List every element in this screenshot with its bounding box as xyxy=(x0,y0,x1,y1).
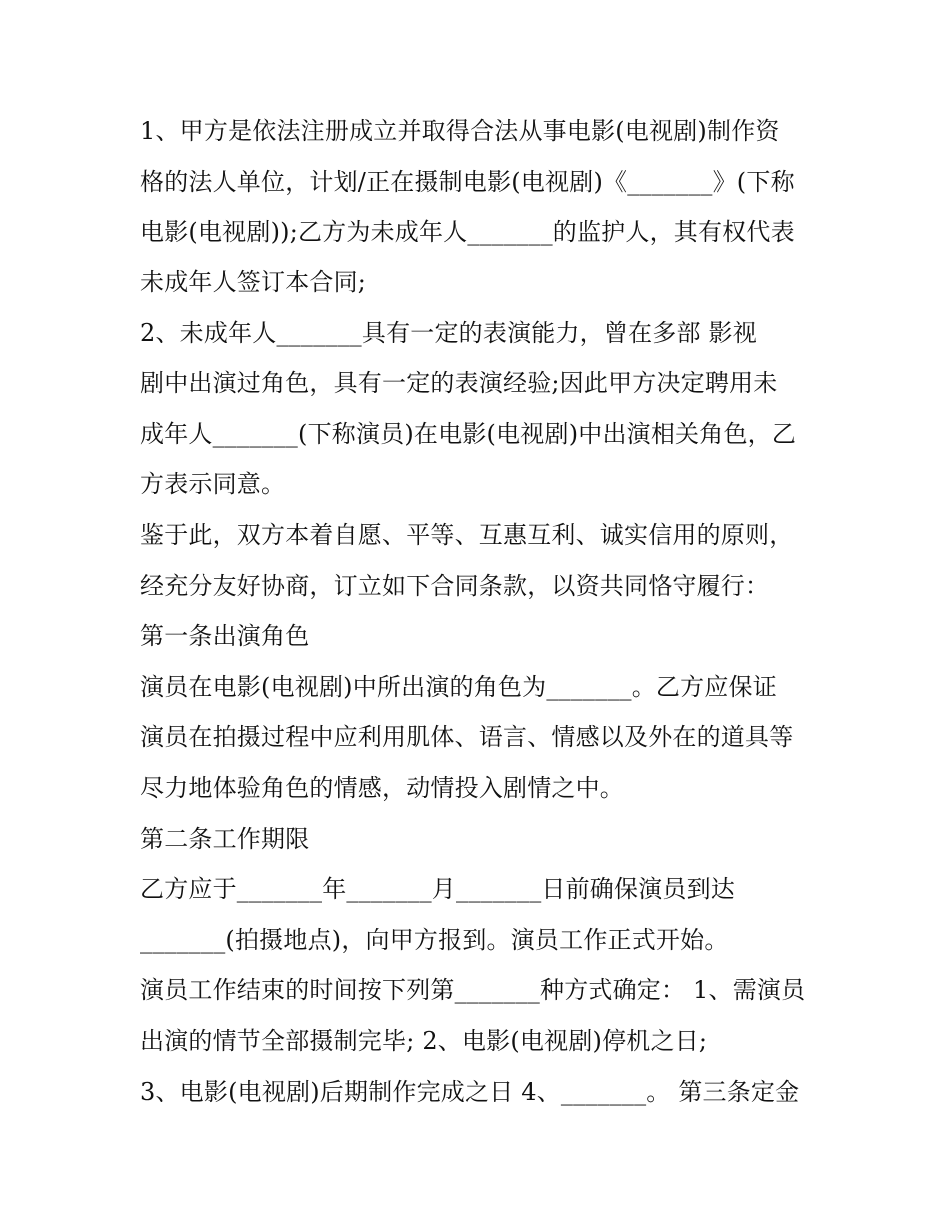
text-line: 未成年人签订本合同; xyxy=(140,268,367,296)
text-line: 鉴于此，双方本着自愿、平等、互惠互利、诚实信用的原则， xyxy=(140,521,794,549)
text-line: 演员工作结束的时间按下列第_______种方式确定： 1、需演员 xyxy=(140,976,806,1004)
text-line: 成年人_______(下称演员)在电影(电视剧)中出演相关角色，乙 xyxy=(140,420,797,448)
section-heading: 第一条出演角色 xyxy=(140,622,310,650)
text-line: 电影(电视剧));乙方为未成年人_______的监护人，其有权代表 xyxy=(140,218,795,246)
text-line: 3、电影(电视剧)后期制作完成之日 4、_______。 第三条定金 xyxy=(140,1078,800,1106)
text-line: 演员在电影(电视剧)中所出演的角色为_______。乙方应保证 xyxy=(140,673,777,701)
section-heading: 第二条工作期限 xyxy=(140,825,310,853)
text-line: 经充分友好协商，订立如下合同条款，以资共同恪守履行： xyxy=(140,572,770,600)
text-line: 演员在拍摄过程中应利用肌体、语言、情感以及外在的道具等 xyxy=(140,723,794,751)
text-line: 格的法人单位，计划/正在摄制电影(电视剧)《_______》(下称 xyxy=(140,168,795,196)
text-line: 尽力地体验角色的情感，动情投入剧情之中。 xyxy=(140,774,624,802)
text-line: 1、甲方是依法注册成立并取得合法从事电影(电视剧)制作资 xyxy=(140,117,780,145)
text-line: 方表示同意。 xyxy=(140,470,286,498)
text-line: 剧中出演过角色，具有一定的表演经验;因此甲方决定聘用未 xyxy=(140,369,778,397)
text-line: 出演的情节全部摄制完毕; 2、电影(电视剧)停机之日; xyxy=(140,1027,708,1055)
text-line: 2、未成年人_______具有一定的表演能力，曾在多部 影视 xyxy=(140,319,757,347)
text-line: 乙方应于_______年_______月_______日前确保演员到达 xyxy=(140,875,735,903)
text-line: _______(拍摄地点)，向甲方报到。演员工作正式开始。 xyxy=(140,926,729,954)
